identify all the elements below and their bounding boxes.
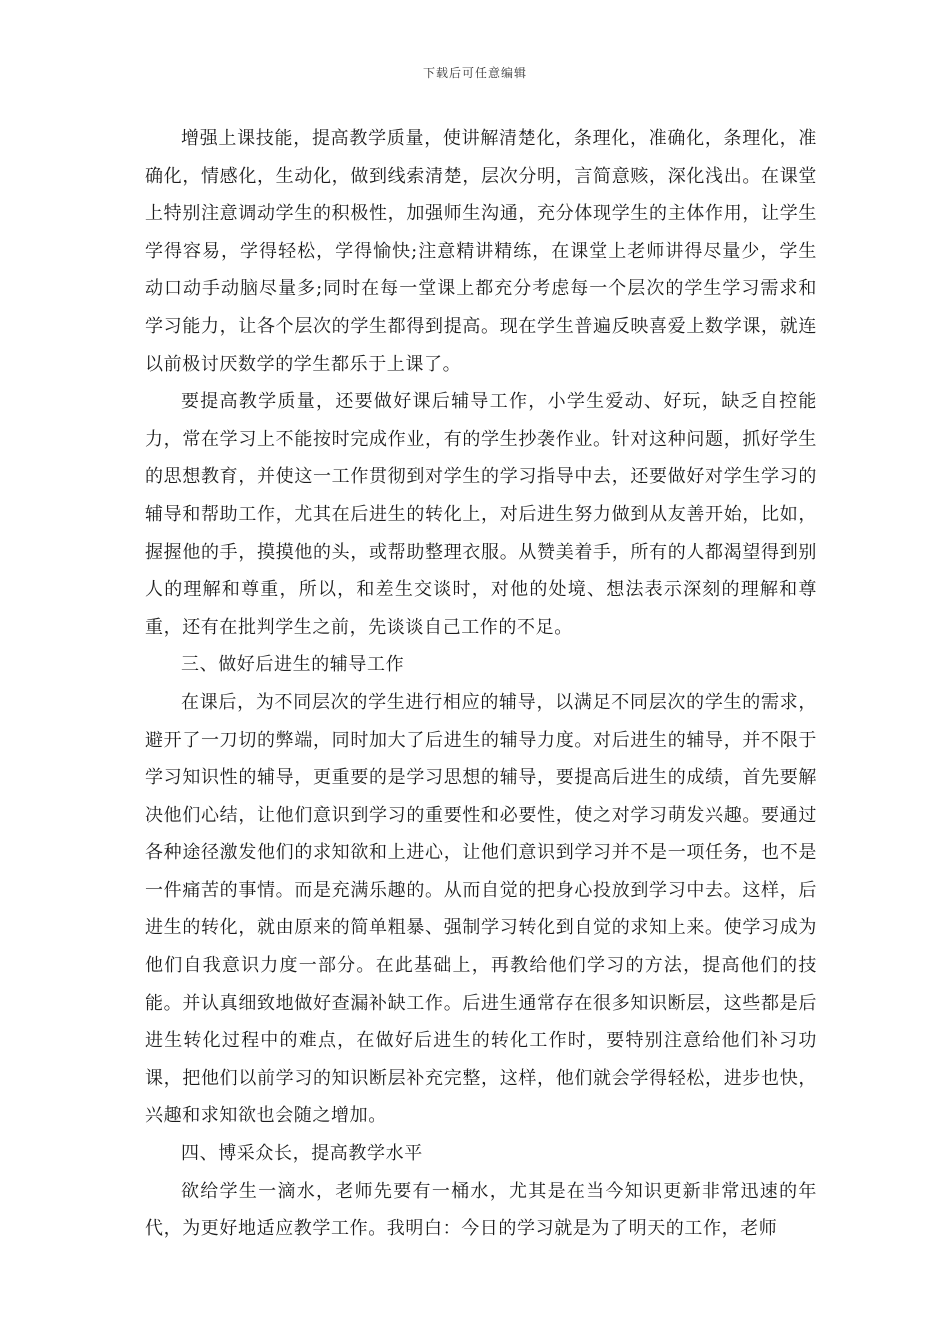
section-heading-3: 三、做好后进生的辅导工作	[181, 654, 405, 676]
paragraph-struggling-students: 在课后，为不同层次的学生进行相应的辅导，以满足不同层次的学生的需求，避开了一刀切的弊端，同时加大了后进生的辅导力度。对后进生的辅导，并不限于学习知识性的辅导，更重要的是学习思想的辅导，要提高后进生的成绩，首先要解决他们心结，让他们意识到学习的重要性和必要性，使之对学习萌发兴趣。要通过各种途径激发他们的求知欲和上进心，让他们意识到学习并不是一项任务，也不是一件痛苦的事情。而是充满乐趣的。从而自觉的把身心投放到学习中去。这样，后进生的转化，就由原来的简单粗暴、强制学习转化到自觉的求知上来。使学习成为他们自我意识力度一部分。在此基础上，再教给他们学习的方法，提高他们的技能。并认真细致地做好查漏补缺工作。后进生通常存在很多知识断层，这些都是后进生转化过程中的难点，在做好后进生的转化工作时，要特别注意给他们补习功课，把他们以前学习的知识断层补充完整，这样，他们就会学得轻松，进步也快，兴趣和求知欲也会随之增加。	[145, 691, 817, 1127]
paragraph-improve-teaching-level: 欲给学生一滴水，老师先要有一桶水，尤其是在当今知识更新非常迅速的年代，为更好地适应教学工作。我明白：今日的学习就是为了明天的工作，老师	[145, 1180, 817, 1240]
paragraph-teaching-skills: 增强上课技能，提高教学质量，使讲解清楚化，条理化，准确化，条理化，准确化，情感化，生动化，做到线索清楚，层次分明，言简意赅，深化浅出。在课堂上特别注意调动学生的积极性，加强师生沟通，充分体现学生的主体作用，让学生学得容易，学得轻松，学得愉快;注意精讲精练，在课堂上老师讲得尽量少，学生动口动手动脑尽量多;同时在每一堂课上都充分考虑每一个层次的学生学习需求和学习能力，让各个层次的学生都得到提高。现在学生普遍反映喜爱上数学课，就连以前极讨厌数学的学生都乐于上课了。	[145, 128, 817, 375]
section-heading-4: 四、博采众长，提高教学水平	[181, 1143, 423, 1165]
paragraph-after-class-tutoring: 要提高教学质量，还要做好课后辅导工作，小学生爱动、好玩，缺乏自控能力，常在学习上不能按时完成作业，有的学生抄袭作业。针对这种问题，抓好学生的思想教育，并使这一工作贯彻到对学生的学习指导中去，还要做好对学生学习的辅导和帮助工作，尤其在后进生的转化上，对后进生努力做到从友善开始，比如，握握他的手，摸摸他的头，或帮助整理衣服。从赞美着手，所有的人都渴望得到别人的理解和尊重，所以，和差生交谈时，对他的处境、想法表示深刻的理解和尊重，还有在批判学生之前，先谈谈自己工作的不足。	[145, 391, 817, 638]
page-header: 下载后可任意编辑	[422, 66, 527, 80]
document-body	[145, 120, 817, 1248]
